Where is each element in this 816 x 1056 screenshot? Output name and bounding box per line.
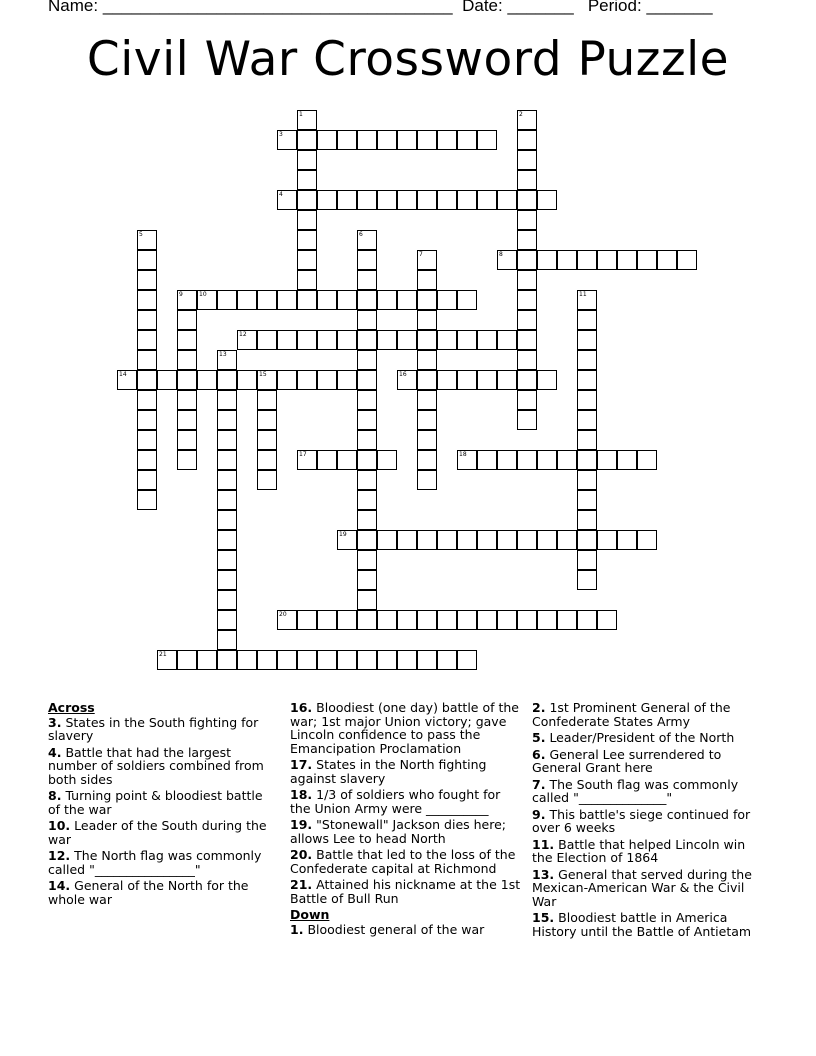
grid-cell[interactable] — [417, 310, 437, 330]
grid-cell[interactable] — [537, 610, 557, 630]
grid-cell[interactable] — [577, 370, 597, 390]
grid-cell[interactable] — [577, 470, 597, 490]
grid-cell[interactable] — [297, 370, 317, 390]
grid-cell[interactable] — [597, 530, 617, 550]
grid-cell[interactable] — [517, 210, 537, 230]
clue-across-19: 19. "Stonewall" Jackson dies here; allows Lee to head North — [290, 817, 507, 846]
grid-cell[interactable] — [257, 390, 277, 410]
grid-cell[interactable] — [377, 130, 397, 150]
grid-cell[interactable] — [357, 270, 377, 290]
grid-cell[interactable] — [357, 610, 377, 630]
clue-number: 2 — [519, 111, 523, 118]
grid-cell[interactable] — [357, 330, 377, 350]
grid-cell[interactable] — [177, 430, 197, 450]
clue-down-1: 1. Bloodiest general of the war — [290, 921, 485, 937]
grid-cell[interactable] — [257, 650, 277, 670]
grid-cell[interactable] — [477, 190, 497, 210]
period-label: Period: — [587, 0, 642, 15]
grid-cell[interactable] — [437, 370, 457, 390]
grid-cell[interactable] — [537, 450, 557, 470]
grid-cell[interactable] — [257, 370, 277, 390]
grid-cell[interactable] — [357, 530, 377, 550]
grid-cell[interactable] — [337, 370, 357, 390]
grid-cell[interactable] — [517, 230, 537, 250]
clue-number: 16 — [399, 371, 407, 378]
grid-cell[interactable] — [577, 510, 597, 530]
grid-cell[interactable] — [337, 330, 357, 350]
grid-cell[interactable] — [277, 130, 297, 150]
grid-cell[interactable] — [217, 550, 237, 570]
clue-across-16: 16. Bloodiest (one day) battle of the war; 1st major Union victory; gave Lincoln confidence to pass the Emancipation Proclamation — [290, 700, 519, 756]
grid-cell[interactable] — [417, 410, 437, 430]
grid-cell[interactable] — [297, 650, 317, 670]
grid-cell[interactable] — [337, 610, 357, 630]
grid-cell[interactable] — [377, 530, 397, 550]
clue-number: 6 — [359, 231, 363, 238]
grid-cell[interactable] — [317, 290, 337, 310]
clues-column-1 — [48, 701, 274, 909]
clue-number: 1 — [299, 111, 303, 118]
grid-cell[interactable] — [497, 370, 517, 390]
grid-cell[interactable] — [477, 370, 497, 390]
grid-cell[interactable] — [437, 610, 457, 630]
clue-across-17: 17. States in the North fighting against slavery — [290, 757, 487, 786]
grid-cell[interactable] — [477, 330, 497, 350]
clue-down-2: 2. 1st Prominent General of the Confederate States Army — [532, 700, 731, 729]
grid-cell[interactable] — [237, 650, 257, 670]
grid-cell[interactable] — [357, 290, 377, 310]
down-heading: Down — [290, 907, 330, 922]
grid-cell[interactable] — [397, 530, 417, 550]
grid-cell[interactable] — [357, 130, 377, 150]
grid-cell[interactable] — [237, 290, 257, 310]
grid-cell[interactable] — [617, 530, 637, 550]
grid-cell[interactable] — [577, 330, 597, 350]
clue-down-15: 15. Bloodiest battle in America History until the Battle of Antietam — [532, 910, 752, 939]
grid-cell[interactable] — [517, 250, 537, 270]
clue-number: 14 — [119, 371, 127, 378]
grid-cell[interactable] — [137, 330, 157, 350]
grid-cell[interactable] — [417, 190, 437, 210]
grid-cell[interactable] — [397, 370, 417, 390]
grid-cell[interactable] — [517, 370, 537, 390]
grid-cell[interactable] — [517, 150, 537, 170]
grid-cell[interactable] — [517, 450, 537, 470]
grid-cell[interactable] — [277, 650, 297, 670]
clue-down-11: 11. Battle that helped Lincoln win the Election of 1864 — [532, 836, 746, 865]
grid-cell[interactable] — [177, 330, 197, 350]
grid-cell[interactable] — [257, 470, 277, 490]
grid-cell[interactable] — [357, 230, 377, 250]
grid-cell[interactable] — [197, 290, 217, 310]
name-label: Name: — [48, 0, 99, 15]
grid-cell[interactable] — [137, 490, 157, 510]
grid-cell[interactable] — [137, 290, 157, 310]
grid-cell[interactable] — [497, 250, 517, 270]
grid-cell[interactable] — [297, 250, 317, 270]
clue-across-21: 21. Attained his nickname at the 1st Battle of Bull Run — [290, 877, 521, 906]
grid-cell[interactable] — [217, 470, 237, 490]
clue-across-12: 12. The North flag was commonly called "________________" — [48, 848, 262, 877]
grid-cell[interactable] — [217, 390, 237, 410]
grid-cell[interactable] — [517, 290, 537, 310]
grid-cell[interactable] — [217, 510, 237, 530]
clue-down-7: 7. The South flag was commonly called "______________" — [532, 776, 739, 805]
grid-cell[interactable] — [357, 370, 377, 390]
grid-cell[interactable] — [137, 230, 157, 250]
grid-cell[interactable] — [417, 430, 437, 450]
clue-number: 15 — [259, 371, 267, 378]
grid-cell[interactable] — [677, 250, 697, 270]
grid-cell[interactable] — [217, 430, 237, 450]
grid-cell[interactable] — [457, 130, 477, 150]
grid-cell[interactable] — [357, 430, 377, 450]
grid-cell[interactable] — [497, 530, 517, 550]
grid-cell[interactable] — [537, 250, 557, 270]
grid-cell[interactable] — [417, 650, 437, 670]
clue-number: 7 — [419, 251, 423, 258]
grid-cell[interactable] — [457, 450, 477, 470]
grid-cell[interactable] — [577, 610, 597, 630]
grid-cell[interactable] — [457, 650, 477, 670]
grid-cell[interactable] — [297, 130, 317, 150]
grid-cell[interactable] — [477, 610, 497, 630]
grid-cell[interactable] — [317, 650, 337, 670]
grid-cell[interactable] — [217, 290, 237, 310]
date-line: _______ — [507, 0, 574, 15]
grid-cell[interactable] — [277, 370, 297, 390]
clue-across-3: 3. States in the South fighting for slavery — [48, 714, 259, 743]
grid-cell[interactable] — [357, 550, 377, 570]
grid-cell[interactable] — [457, 610, 477, 630]
grid-cell[interactable] — [337, 130, 357, 150]
grid-cell[interactable] — [317, 190, 337, 210]
grid-cell[interactable] — [297, 230, 317, 250]
grid-cell[interactable] — [377, 610, 397, 630]
grid-cell[interactable] — [537, 370, 557, 390]
grid-cell[interactable] — [457, 530, 477, 550]
grid-cell[interactable] — [557, 450, 577, 470]
grid-cell[interactable] — [357, 310, 377, 330]
grid-cell[interactable] — [497, 610, 517, 630]
grid-cell[interactable] — [317, 450, 337, 470]
grid-cell[interactable] — [417, 390, 437, 410]
grid-cell[interactable] — [177, 410, 197, 430]
grid-cell[interactable] — [177, 650, 197, 670]
grid-cell[interactable] — [397, 130, 417, 150]
grid-cell[interactable] — [337, 290, 357, 310]
grid-cell[interactable] — [517, 110, 537, 130]
date-label: Date: — [462, 0, 503, 15]
grid-cell[interactable] — [517, 390, 537, 410]
grid-cell[interactable] — [517, 270, 537, 290]
grid-cell[interactable] — [137, 370, 157, 390]
clue-number: 21 — [159, 651, 167, 658]
puzzle-title: Civil War Crossword Puzzle — [86, 32, 730, 87]
grid-cell[interactable] — [357, 650, 377, 670]
grid-cell[interactable] — [177, 290, 197, 310]
grid-cell[interactable] — [457, 330, 477, 350]
grid-cell[interactable] — [217, 370, 237, 390]
grid-cell[interactable] — [577, 490, 597, 510]
grid-cell[interactable] — [157, 370, 177, 390]
grid-cell[interactable] — [137, 470, 157, 490]
grid-cell[interactable] — [597, 610, 617, 630]
grid-cell[interactable] — [197, 650, 217, 670]
grid-cell[interactable] — [417, 470, 437, 490]
grid-cell[interactable] — [437, 330, 457, 350]
grid-cell[interactable] — [137, 310, 157, 330]
grid-cell[interactable] — [577, 290, 597, 310]
grid-cell[interactable] — [257, 410, 277, 430]
grid-cell[interactable] — [437, 290, 457, 310]
grid-cell[interactable] — [517, 130, 537, 150]
grid-cell[interactable] — [217, 410, 237, 430]
grid-cell[interactable] — [297, 330, 317, 350]
clue-number: 10 — [199, 291, 207, 298]
name-line: _____________________________________ — [102, 0, 453, 15]
grid-cell[interactable] — [337, 450, 357, 470]
grid-cell[interactable] — [177, 390, 197, 410]
grid-cell[interactable] — [317, 610, 337, 630]
clue-number: 4 — [279, 191, 283, 198]
grid-cell[interactable] — [137, 350, 157, 370]
grid-cell[interactable] — [137, 410, 157, 430]
grid-cell[interactable] — [197, 370, 217, 390]
grid-cell[interactable] — [417, 290, 437, 310]
grid-cell[interactable] — [377, 290, 397, 310]
grid-cell[interactable] — [637, 530, 657, 550]
grid-cell[interactable] — [517, 410, 537, 430]
grid-cell[interactable] — [337, 190, 357, 210]
grid-cell[interactable] — [477, 130, 497, 150]
grid-cell[interactable] — [497, 330, 517, 350]
clue-across-18: 18. 1/3 of soldiers who fought for the Union Army were __________ — [290, 787, 501, 816]
clue-down-9: 9. This battle's siege continued for over 6 weeks — [532, 806, 751, 835]
grid-cell[interactable] — [417, 130, 437, 150]
grid-cell[interactable] — [417, 350, 437, 370]
grid-cell[interactable] — [257, 330, 277, 350]
grid-cell[interactable] — [357, 470, 377, 490]
grid-cell[interactable] — [457, 190, 477, 210]
grid-cell[interactable] — [277, 330, 297, 350]
clues-column-2 — [290, 701, 522, 939]
grid-cell[interactable] — [377, 330, 397, 350]
grid-cell[interactable] — [517, 610, 537, 630]
grid-cell[interactable] — [497, 450, 517, 470]
grid-cell[interactable] — [377, 190, 397, 210]
grid-cell[interactable] — [457, 290, 477, 310]
grid-cell[interactable] — [417, 330, 437, 350]
grid-cell[interactable] — [517, 350, 537, 370]
grid-cell[interactable] — [577, 310, 597, 330]
grid-cell[interactable] — [357, 350, 377, 370]
grid-cell[interactable] — [517, 170, 537, 190]
grid-cell[interactable] — [577, 350, 597, 370]
grid-cell[interactable] — [577, 430, 597, 450]
grid-cell[interactable] — [657, 250, 677, 270]
grid-cell[interactable] — [397, 290, 417, 310]
clue-number: 17 — [299, 451, 307, 458]
grid-cell[interactable] — [417, 610, 437, 630]
period-line: _______ — [646, 0, 713, 15]
grid-cell[interactable] — [217, 350, 237, 370]
grid-cell[interactable] — [577, 530, 597, 550]
grid-cell[interactable] — [117, 370, 137, 390]
grid-cell[interactable] — [297, 270, 317, 290]
grid-cell[interactable] — [417, 530, 437, 550]
grid-cell[interactable] — [357, 410, 377, 430]
grid-cell[interactable] — [477, 450, 497, 470]
grid-cell[interactable] — [457, 370, 477, 390]
grid-cell[interactable] — [397, 190, 417, 210]
clue-down-6: 6. General Lee surrendered to General Grant here — [532, 746, 722, 775]
grid-cell[interactable] — [437, 190, 457, 210]
clue-down-13: 13. General that served during the Mexican-American War & the Civil War — [532, 866, 752, 909]
grid-cell[interactable] — [557, 610, 577, 630]
grid-cell[interactable] — [237, 370, 257, 390]
grid-cell[interactable] — [537, 530, 557, 550]
grid-cell[interactable] — [597, 250, 617, 270]
grid-cell[interactable] — [357, 390, 377, 410]
grid-cell[interactable] — [297, 290, 317, 310]
grid-cell[interactable] — [577, 410, 597, 430]
grid-cell[interactable] — [437, 130, 457, 150]
grid-cell[interactable] — [177, 450, 197, 470]
grid-cell[interactable] — [357, 590, 377, 610]
grid-cell[interactable] — [297, 170, 317, 190]
grid-cell[interactable] — [357, 190, 377, 210]
grid-cell[interactable] — [557, 250, 577, 270]
grid-cell[interactable] — [157, 650, 177, 670]
grid-cell[interactable] — [597, 450, 617, 470]
grid-cell[interactable] — [357, 450, 377, 470]
grid-cell[interactable] — [537, 190, 557, 210]
clue-across-14: 14. General of the North for the whole war — [48, 878, 249, 907]
grid-cell[interactable] — [217, 590, 237, 610]
grid-cell[interactable] — [297, 450, 317, 470]
clue-number: 9 — [179, 291, 183, 298]
grid-cell[interactable] — [277, 610, 297, 630]
grid-cell[interactable] — [377, 650, 397, 670]
grid-cell[interactable] — [357, 570, 377, 590]
grid-cell[interactable] — [357, 510, 377, 530]
grid-cell[interactable] — [237, 330, 257, 350]
grid-cell[interactable] — [397, 650, 417, 670]
grid-cell[interactable] — [337, 530, 357, 550]
clues-column-3 — [532, 701, 762, 941]
grid-cell[interactable] — [257, 450, 277, 470]
clue-number: 13 — [219, 351, 227, 358]
grid-cell[interactable] — [617, 450, 637, 470]
clue-number: 12 — [239, 331, 247, 338]
clue-across-8: 8. Turning point & bloodiest battle of the war — [48, 788, 263, 817]
grid-cell[interactable] — [277, 290, 297, 310]
grid-cell[interactable] — [217, 490, 237, 510]
grid-cell[interactable] — [497, 190, 517, 210]
grid-cell[interactable] — [217, 650, 237, 670]
grid-cell[interactable] — [517, 190, 537, 210]
grid-cell[interactable] — [297, 210, 317, 230]
grid-cell[interactable] — [137, 250, 157, 270]
grid-cell[interactable] — [417, 450, 437, 470]
grid-cell[interactable] — [177, 370, 197, 390]
grid-cell[interactable] — [577, 550, 597, 570]
clue-number: 20 — [279, 611, 287, 618]
grid-cell[interactable] — [577, 250, 597, 270]
grid-cell[interactable] — [577, 390, 597, 410]
grid-cell[interactable] — [417, 270, 437, 290]
grid-cell[interactable] — [137, 390, 157, 410]
grid-cell[interactable] — [137, 430, 157, 450]
grid-cell[interactable] — [577, 450, 597, 470]
grid-cell[interactable] — [417, 370, 437, 390]
grid-cell[interactable] — [637, 450, 657, 470]
grid-cell[interactable] — [217, 530, 237, 550]
grid-cell[interactable] — [217, 610, 237, 630]
clue-down-5: 5. Leader/President of the North — [532, 730, 735, 745]
grid-cell[interactable] — [317, 370, 337, 390]
grid-cell[interactable] — [297, 150, 317, 170]
grid-cell[interactable] — [417, 250, 437, 270]
grid-cell[interactable] — [217, 570, 237, 590]
grid-cell[interactable] — [297, 110, 317, 130]
grid-cell[interactable] — [137, 270, 157, 290]
grid-cell[interactable] — [437, 530, 457, 550]
grid-cell[interactable] — [257, 430, 277, 450]
clue-number: 8 — [499, 251, 503, 258]
grid-cell[interactable] — [337, 650, 357, 670]
clue-across-10: 10. Leader of the South during the war — [48, 818, 267, 847]
clue-number: 3 — [279, 131, 283, 138]
grid-cell[interactable] — [177, 310, 197, 330]
grid-cell[interactable] — [297, 190, 317, 210]
clue-across-20: 20. Battle that led to the loss of the Confederate capital at Richmond — [290, 847, 516, 876]
grid-cell[interactable] — [357, 490, 377, 510]
clue-number: 19 — [339, 531, 347, 538]
grid-cell[interactable] — [177, 350, 197, 370]
grid-cell[interactable] — [577, 570, 597, 590]
grid-cell[interactable] — [377, 450, 397, 470]
grid-cell[interactable] — [317, 330, 337, 350]
grid-cell[interactable] — [217, 630, 237, 650]
clue-number: 5 — [139, 231, 143, 238]
clue-number: 11 — [579, 291, 587, 298]
grid-cell[interactable] — [317, 130, 337, 150]
across-heading: Across — [48, 700, 95, 715]
grid-cell[interactable] — [357, 250, 377, 270]
grid-cell[interactable] — [557, 530, 577, 550]
grid-cell[interactable] — [297, 610, 317, 630]
grid-cell[interactable] — [517, 310, 537, 330]
grid-cell[interactable] — [517, 530, 537, 550]
clue-number: 18 — [459, 451, 467, 458]
grid-cell[interactable] — [277, 190, 297, 210]
grid-cell[interactable] — [617, 250, 637, 270]
grid-cell[interactable] — [397, 610, 417, 630]
grid-cell[interactable] — [397, 330, 417, 350]
grid-cell[interactable] — [437, 650, 457, 670]
grid-cell[interactable] — [517, 330, 537, 350]
clue-across-4: 4. Battle that had the largest number of soldiers combined from both sides — [48, 744, 264, 787]
grid-cell[interactable] — [637, 250, 657, 270]
grid-cell[interactable] — [137, 450, 157, 470]
grid-cell[interactable] — [477, 530, 497, 550]
grid-cell[interactable] — [217, 450, 237, 470]
grid-cell[interactable] — [257, 290, 277, 310]
